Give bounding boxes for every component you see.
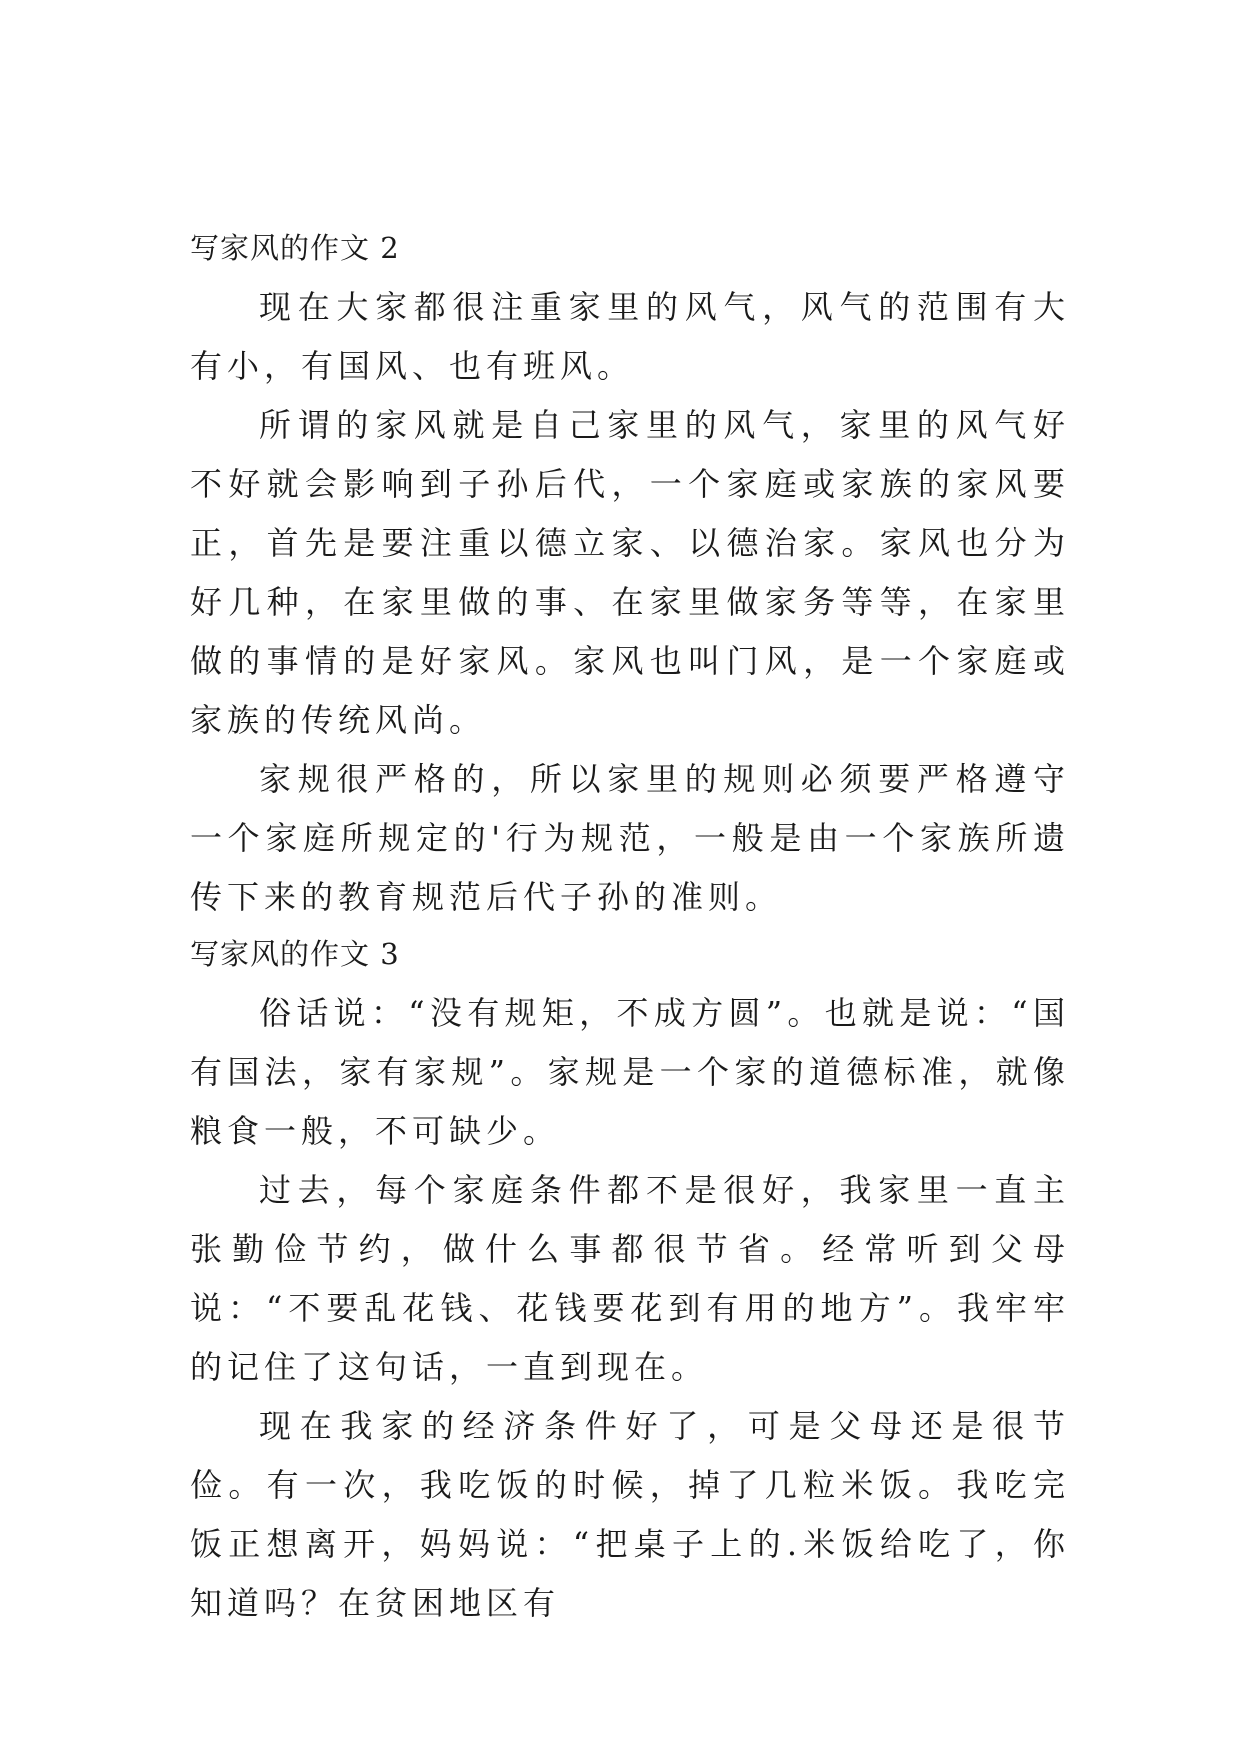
paragraph: 家规很严格的，所以家里的规则必须要严格遵守一个家庭所规定的'行为规范，一般是由一个家族所遗传下来的教育规范后代子孙的准则。 [190, 760, 1070, 916]
paragraph: 过去，每个家庭条件都不是很好，我家里一直主张勤俭节约，做什么事都很节省。经常听到父母说：“不要乱花钱、花钱要花到有用的地方”。我牢牢的记住了这句话，一直到现在。 [190, 1171, 1070, 1386]
essay-section-2 [190, 218, 1070, 927]
paragraph: 所谓的家风就是自己家里的风气，家里的风气好不好就会影响到子孙后代，一个家庭或家族的家风要正，首先是要注重以德立家、以德治家。家风也分为好几种，在家里做的事、在家里做家务等等，在家里做的事情的是好家风。家风也叫门风，是一个家庭或家族的传统风尚。 [190, 406, 1070, 739]
paragraph: 现在我家的经济条件好了，可是父母还是很节俭。有一次，我吃饭的时候，掉了几粒米饭。我吃完饭正想离开，妈妈说：“把桌子上的.米饭给吃了，你知道吗？在贫困地区有 [190, 1407, 1070, 1622]
essay-title: 写家风的作文 2 [190, 231, 400, 265]
essay-section-3 [190, 924, 1070, 1633]
essay-title: 写家风的作文 3 [190, 937, 400, 971]
paragraph: 现在大家都很注重家里的风气，风气的范围有大有小，有国风、也有班风。 [190, 288, 1070, 385]
paragraph: 俗话说：“没有规矩，不成方圆”。也就是说：“国有国法，家有家规”。家规是一个家的道德标准，就像粮食一般，不可缺少。 [190, 994, 1070, 1150]
